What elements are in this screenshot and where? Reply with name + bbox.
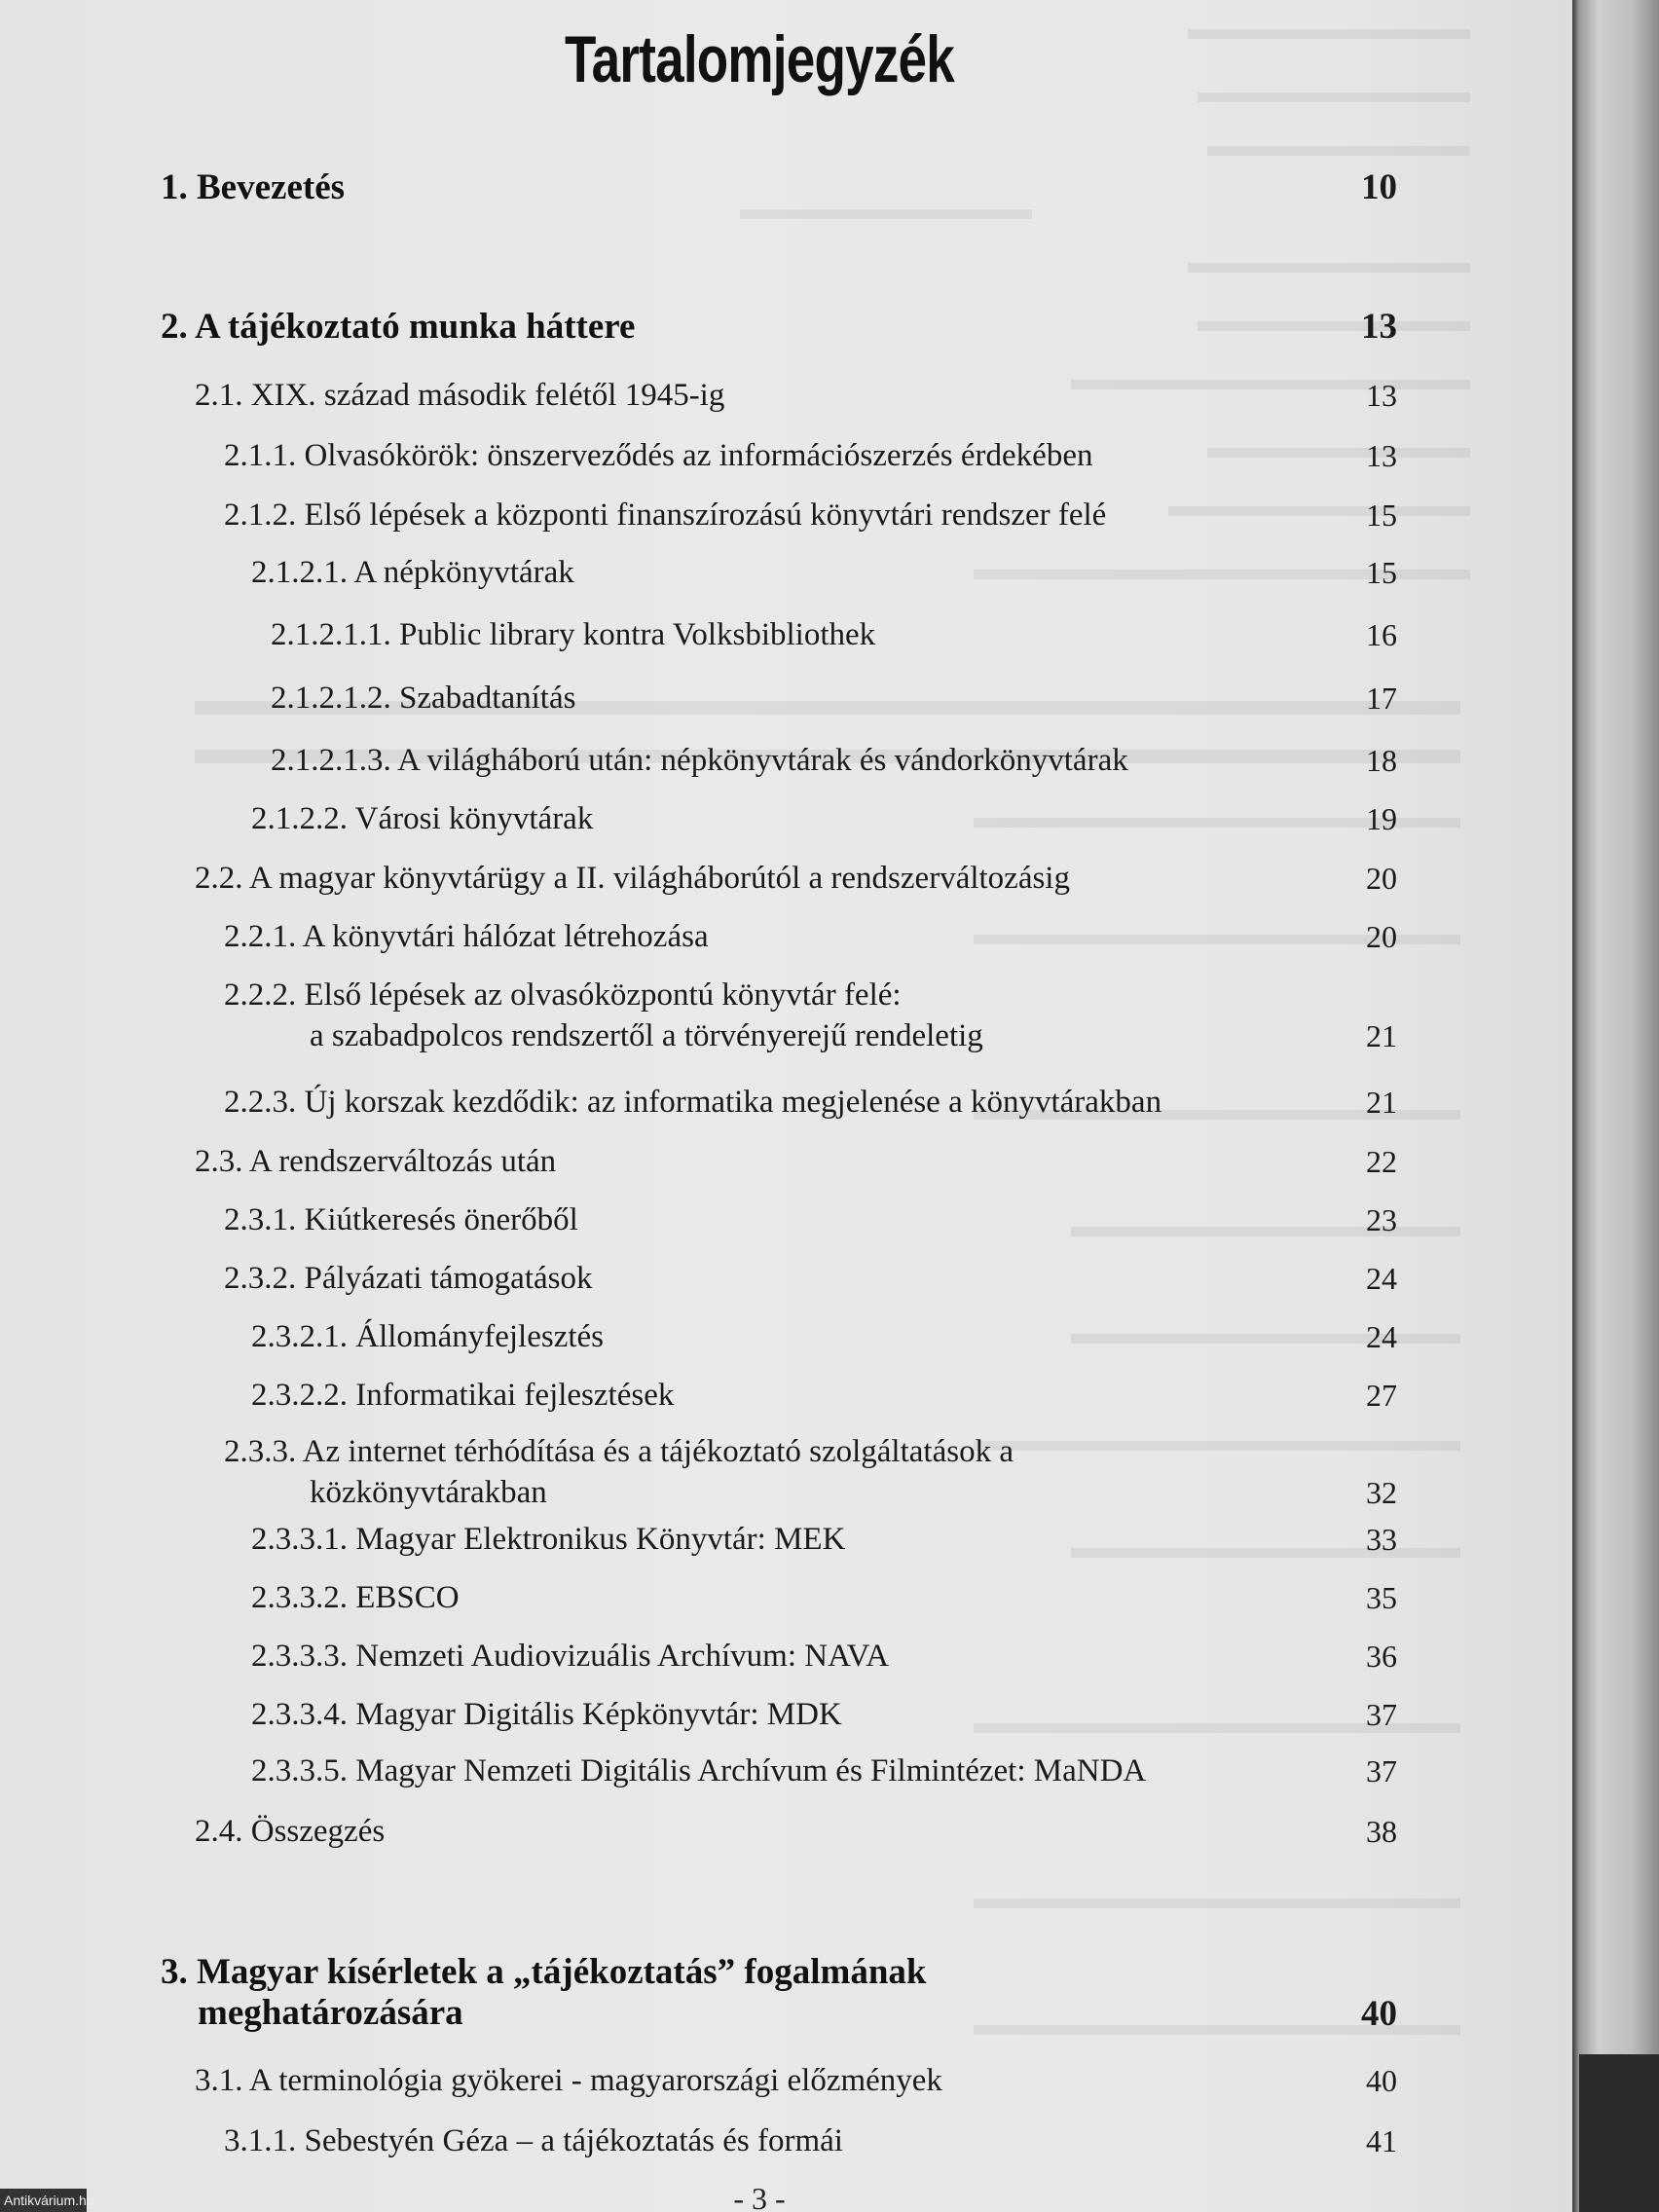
toc-entry-label: 2.3.3.3. Nemzeti Audiovizuális Archívum: NAVA: [251, 1639, 890, 1674]
toc-entry: [251, 1519, 845, 1560]
toc-page-number: 15: [1366, 498, 1397, 533]
toc-entry: [271, 678, 575, 719]
toc-entry: [195, 2060, 942, 2101]
toc-page-number: 23: [1366, 1202, 1397, 1237]
toc-entry-label: 2.3.1. Kiútkeresés önerőből: [224, 1202, 578, 1237]
toc-entry-label: 2.1.2.1.2. Szabadtanítás: [271, 681, 576, 716]
toc-entry: [251, 1751, 1146, 1791]
toc-entry: [224, 2120, 843, 2161]
toc-page-number: 22: [1366, 1144, 1397, 1179]
toc-entry: [251, 1316, 604, 1357]
toc-entry: [251, 1375, 674, 1416]
toc-entry: [195, 1141, 556, 1182]
toc-page-number: 35: [1366, 1580, 1397, 1615]
toc-page-number: 13: [1361, 307, 1397, 347]
toc-page-number: 27: [1366, 1378, 1397, 1413]
toc-entry-label: 3.1.1. Sebestyén Géza – a tájékoztatás és formái: [224, 2123, 843, 2158]
toc-page-number: 41: [1366, 2123, 1397, 2158]
toc-page-number: 38: [1366, 1814, 1397, 1849]
watermark: Antikvárium.hu: [0, 2189, 87, 2212]
toc-entry-label: 2.3.2.2. Informatikai fejlesztések: [251, 1378, 675, 1413]
toc-entry-label: 2.3.3.1. Magyar Elektronikus Könyvtár: MEK: [251, 1522, 846, 1557]
toc-page-number: 20: [1366, 919, 1397, 954]
toc-entry: [271, 740, 1128, 781]
toc-entry: [251, 552, 574, 593]
toc-entry-label: 2.3.2. Pályázati támogatások: [224, 1261, 593, 1296]
toc-page-number: 21: [1366, 1085, 1397, 1120]
toc-page-number: 40: [1366, 2063, 1397, 2098]
toc-entry-label-continued: a szabadpolcos rendszertől a törvényerejű rendeletig: [310, 1018, 983, 1053]
toc-entry-label: 2.4. Összegzés: [195, 1814, 386, 1849]
toc-entry: [251, 1577, 460, 1618]
toc-entry: [224, 1431, 1014, 1513]
toc-page-number: 19: [1366, 801, 1397, 836]
toc-entry-label: 2.1.2.1.3. A világháború után: népkönyvtárak és vándorkönyvtárak: [271, 743, 1128, 778]
toc-entry-label: 2.3.3.4. Magyar Digitális Képkönyvtár: MDK: [251, 1697, 842, 1732]
toc-entry-label: 2.3.2.1. Állományfejlesztés: [251, 1319, 605, 1354]
toc-page-number: 36: [1366, 1639, 1397, 1674]
toc-page-number: 40: [1361, 1994, 1397, 2034]
toc-entry: [271, 614, 875, 655]
toc-entry: [251, 1636, 889, 1677]
toc-page-number: 32: [1366, 1475, 1397, 1510]
toc-entry-label: 2. A tájékoztató munka háttere: [161, 307, 636, 347]
toc-entry: [161, 1952, 927, 2034]
toc-entry: [224, 1258, 593, 1299]
toc-entry-label: 2.1.2.2. Városi könyvtárak: [251, 801, 594, 836]
toc-entry: [161, 167, 345, 208]
toc-entry-label: 2.1. XIX. század második felétől 1945-ig: [195, 378, 725, 413]
toc-page-number: 24: [1366, 1261, 1397, 1296]
toc-entry-label: 3.1. A terminológia gyökerei - magyarországi előzmények: [195, 2063, 942, 2098]
toc-entry: [161, 307, 635, 348]
toc-entry-label: 2.3.3. Az internet térhódítása és a tájékoztató szolgáltatások a: [224, 1434, 1014, 1469]
page-title: Tartalomjegyzék: [564, 22, 955, 96]
toc-page-number: 37: [1366, 1753, 1397, 1788]
toc-entry-label: 2.2.1. A könyvtári hálózat létrehozása: [224, 919, 709, 954]
toc-entry-label: 2.1.1. Olvasókörök: önszerveződés az információszerzés érdekében: [224, 438, 1093, 473]
toc-entry-label: 2.3.3.2. EBSCO: [251, 1580, 460, 1615]
toc-entry: [195, 858, 1070, 899]
toc-entry-label: 2.1.2.1.1. Public library kontra Volksbibliothek: [271, 617, 876, 652]
book-spine: [1572, 0, 1659, 2212]
toc-entry-label: 2.1.2.1. A népkönyvtárak: [251, 555, 574, 590]
toc-entry-label: 2.2.2. Első lépések az olvasóközpontú könyvtár felé:: [224, 977, 902, 1013]
toc-page-number: 20: [1366, 861, 1397, 896]
toc-entry: [224, 975, 983, 1056]
toc-page-number: 13: [1366, 378, 1397, 413]
toc-entry-label: 2.3.3.5. Magyar Nemzeti Digitális Archívum és Filmintézet: MaNDA: [251, 1753, 1147, 1788]
toc-page-number: 24: [1366, 1319, 1397, 1354]
page-number: - 3 -: [733, 2181, 786, 2212]
toc-page-number: 16: [1366, 617, 1397, 652]
toc-page-number: 13: [1366, 438, 1397, 473]
toc-page-number: 15: [1366, 555, 1397, 590]
toc-page-number: 17: [1366, 681, 1397, 716]
toc-entry: [224, 1082, 1161, 1123]
toc-page-number: 18: [1366, 743, 1397, 778]
book-spine-shadow: [1579, 2054, 1659, 2212]
toc-entry: [251, 1694, 842, 1735]
toc-entry: [224, 1199, 578, 1240]
toc-entry: [251, 798, 593, 839]
toc-entry-label: 3. Magyar kísérletek a „tájékoztatás” fogalmának: [161, 1952, 927, 1992]
toc-entry-label: 2.1.2. Első lépések a központi finanszírozású könyvtári rendszer felé: [224, 498, 1107, 533]
toc-entry-label: 1. Bevezetés: [161, 167, 346, 207]
toc-entry: [224, 916, 709, 957]
toc-entry-label: 2.3. A rendszerváltozás után: [195, 1144, 557, 1179]
toc-entry: [224, 495, 1106, 535]
toc-entry-label-continued: meghatározására: [198, 1993, 463, 2033]
toc-page-number: 33: [1366, 1522, 1397, 1557]
toc-entry: [224, 435, 1092, 476]
toc-entry: [195, 1811, 385, 1852]
toc-page-number: 10: [1361, 167, 1397, 207]
toc-entry-label: 2.2.3. Új korszak kezdődik: az informatika megjelenése a könyvtárakban: [224, 1085, 1162, 1120]
toc-entry: [195, 375, 724, 416]
toc-page-number: 37: [1366, 1697, 1397, 1732]
toc-entry-label: 2.2. A magyar könyvtárügy a II. világháborútól a rendszerváltozásig: [195, 861, 1070, 896]
toc-entry-label-continued: közkönyvtárakban: [310, 1475, 547, 1510]
toc-page-number: 21: [1366, 1018, 1397, 1053]
